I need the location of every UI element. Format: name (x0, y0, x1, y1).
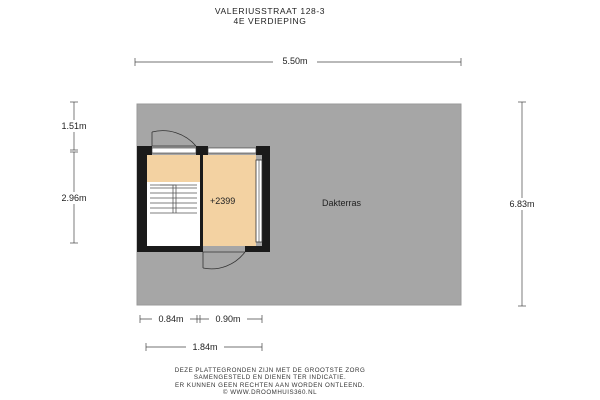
wall-right (262, 155, 270, 246)
stair-hall-label: +2399 (210, 196, 236, 206)
address-title: VALERIUSSTRAAT 128-3 (214, 6, 326, 16)
staircase (147, 182, 200, 246)
dim-right-label: 6.83m (509, 199, 535, 209)
dim-bottom-left-label: 0.84m (158, 314, 184, 324)
floor-title: 4E VERDIEPING (233, 16, 307, 26)
dim-bottom-right-label: 0.90m (215, 314, 241, 324)
wall-top-left (147, 146, 152, 155)
interior-wall (200, 150, 203, 246)
wall-bottom-right (245, 246, 270, 252)
dim-bottom-total-label: 1.84m (192, 342, 218, 352)
dim-left-upper-label: 1.51m (61, 121, 87, 131)
dim-top-label: 5.50m (282, 56, 308, 66)
disclaimer-line-4: © WWW.DROOMHUIS360.NL (222, 388, 318, 396)
wall-left (137, 146, 147, 252)
dim-left-middle-label: 2.96m (61, 193, 87, 203)
wall-bottom-left (147, 246, 203, 252)
disclaimer-line-2: SAMENGESTELD EN DIENEN TER INDICATIE. (193, 374, 347, 382)
wall-top-right (256, 146, 270, 155)
disclaimer (130, 367, 410, 396)
disclaimer-line-1: DEZE PLATTEGRONDEN ZIJN MET DE GROOTSTE ZORG (174, 367, 366, 374)
terrace-label: Dakterras (322, 198, 362, 208)
wall-top-mid (196, 146, 208, 155)
disclaimer-line-3: ER KUNNEN GEEN RECHTEN AAN WORDEN ONTLEEND. (175, 381, 365, 389)
